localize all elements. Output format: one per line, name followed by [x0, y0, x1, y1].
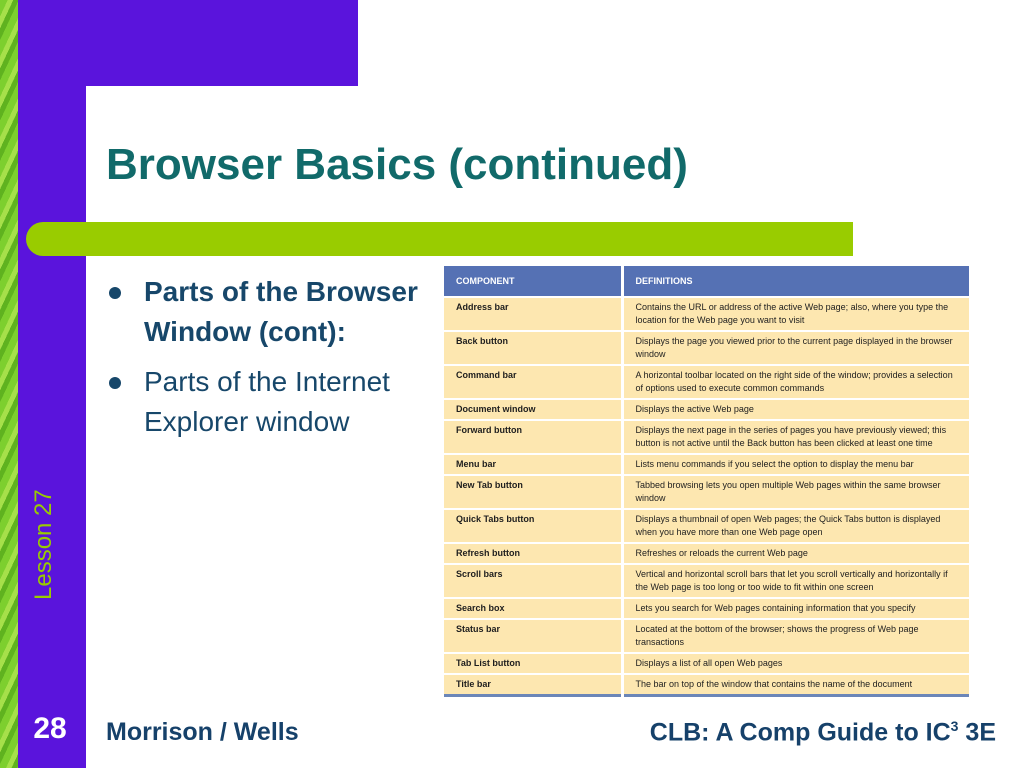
definition-cell: A horizontal toolbar located on the right side of the window; provides a selection of options used to execute common commands	[622, 365, 969, 399]
footer-authors: Morrison / Wells	[106, 718, 299, 746]
component-cell: Command bar	[444, 365, 622, 399]
component-cell: Menu bar	[444, 454, 622, 475]
component-cell: Forward button	[444, 420, 622, 454]
component-cell: Search box	[444, 598, 622, 619]
definition-cell: The bar on top of the window that contains the name of the document	[622, 674, 969, 696]
definition-cell: Displays a list of all open Web pages	[622, 653, 969, 674]
definition-cell: Displays the next page in the series of pages you have previously viewed; this button is not active until the Back button has been clicked at least one time	[622, 420, 969, 454]
footer-title-superscript: 3	[950, 718, 959, 734]
side-rail	[18, 0, 86, 768]
definition-cell: Tabbed browsing lets you open multiple Web pages within the same browser window	[622, 475, 969, 509]
table-row	[444, 399, 969, 420]
bullet-text: Parts of the Browser Window (cont):	[144, 276, 418, 347]
decorative-stripe	[0, 0, 18, 768]
component-cell: New Tab button	[444, 475, 622, 509]
table-header-row	[444, 266, 969, 297]
component-cell: Address bar	[444, 297, 622, 331]
table-row	[444, 420, 969, 454]
footer-book-title	[650, 718, 996, 747]
component-cell: Back button	[444, 331, 622, 365]
title-underline-bar	[26, 222, 853, 256]
lesson-label: Lesson 27	[30, 489, 57, 600]
definition-cell: Displays the page you viewed prior to the current page displayed in the browser window	[622, 331, 969, 365]
table-row	[444, 297, 969, 331]
table-row	[444, 598, 969, 619]
component-cell: Document window	[444, 399, 622, 420]
component-cell: Status bar	[444, 619, 622, 653]
definition-cell: Lists menu commands if you select the option to display the menu bar	[622, 454, 969, 475]
table-row	[444, 564, 969, 598]
definition-cell: Refreshes or reloads the current Web page	[622, 543, 969, 564]
bullet-dot-icon	[109, 377, 121, 389]
definition-cell: Contains the URL or address of the active Web page; also, where you type the location for the Web page you want to visit	[622, 297, 969, 331]
footer-title-text: CLB: A Comp Guide to IC	[649, 718, 951, 747]
bullet-dot-icon	[109, 287, 121, 299]
table-row	[444, 543, 969, 564]
table-row	[444, 365, 969, 399]
table-row	[444, 619, 969, 653]
component-cell: Scroll bars	[444, 564, 622, 598]
bullet-item	[106, 272, 431, 352]
definition-cell: Displays the active Web page	[622, 399, 969, 420]
column-header-definitions: DEFINITIONS	[622, 266, 969, 297]
components-table	[444, 266, 969, 697]
component-cell: Tab List button	[444, 653, 622, 674]
component-cell: Quick Tabs button	[444, 509, 622, 543]
column-header-component: COMPONENT	[444, 266, 622, 297]
footer-title-edition: 3E	[958, 718, 996, 747]
table-row	[444, 653, 969, 674]
bullet-text: Parts of the Internet Explorer window	[144, 366, 390, 437]
table-row	[444, 475, 969, 509]
rounded-corner	[86, 86, 146, 146]
table-row	[444, 331, 969, 365]
slide-title: Browser Basics (continued)	[106, 140, 688, 189]
component-cell: Refresh button	[444, 543, 622, 564]
bullet-list	[106, 272, 431, 452]
component-cell: Title bar	[444, 674, 622, 696]
table-row	[444, 674, 969, 696]
table-body	[444, 297, 969, 696]
bullet-item	[106, 362, 431, 442]
table-row	[444, 509, 969, 543]
top-accent-block	[18, 0, 358, 86]
definition-cell: Located at the bottom of the browser; shows the progress of Web page transactions	[622, 619, 969, 653]
table-row	[444, 454, 969, 475]
page-number: 28	[33, 712, 67, 745]
definition-cell: Vertical and horizontal scroll bars that let you scroll vertically and horizontally if the Web page is too long or too wide to fit within one screen	[622, 564, 969, 598]
definition-cell: Displays a thumbnail of open Web pages; the Quick Tabs button is displayed when you have more than one Web page open	[622, 509, 969, 543]
definition-cell: Lets you search for Web pages containing information that you specify	[622, 598, 969, 619]
